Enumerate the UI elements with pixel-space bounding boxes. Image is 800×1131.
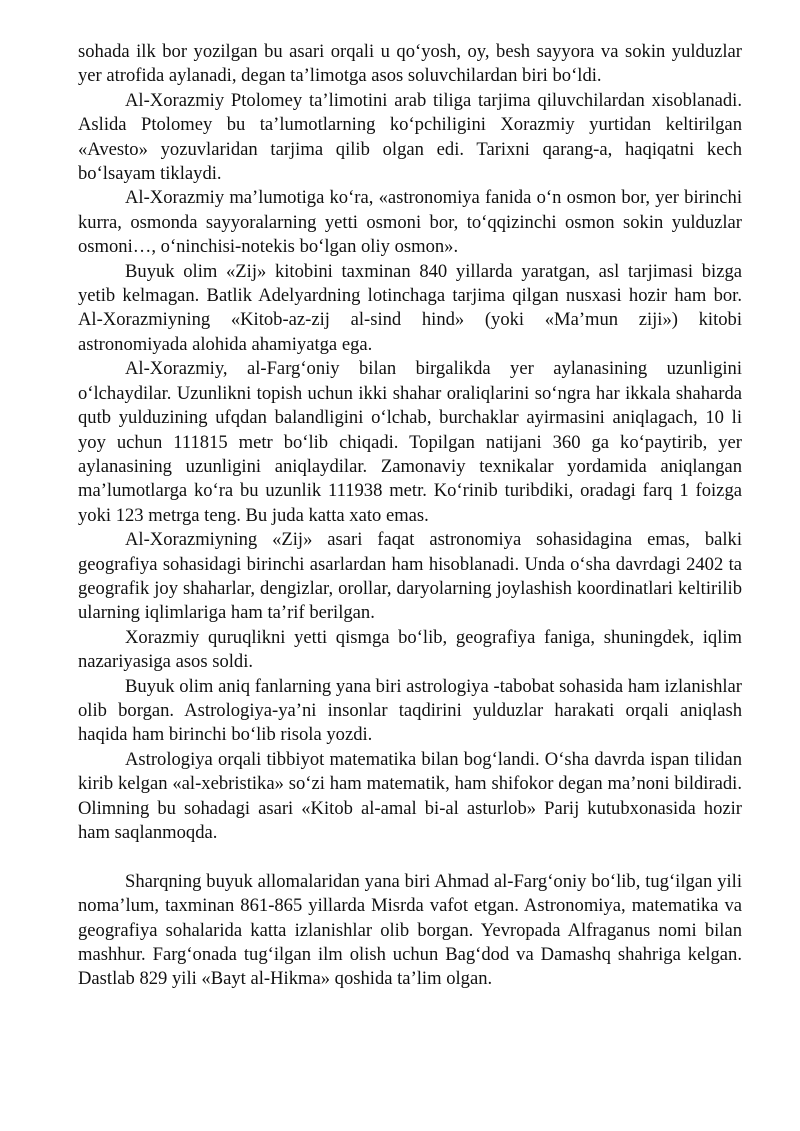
paragraph-ptolomey-translation: Al-Xorazmiy Ptolomey ta’limotini arab tiliga tarjima qiluvchilardan xisoblanadi. Aslida Ptolomey bu ta’lumotlarning ko‘pchiligini Xorazmiy yurtidan keltirilgan «Avesto» yozuvlaridan tarjima qilib olgan edi. Tarixni qarang-a, haqiqatni kech bo‘lsayam tiklaydi. [78, 89, 742, 185]
paragraph-earth-circumference: Al-Xorazmiy, al-Farg‘oniy bilan birgalikda yer aylanasining uzunligini o‘lchaydilar. Uzunlikni topish uchun ikki shahar oraliqlarini so‘ngra har ikkala shaharda qutb yulduzining ufqdan balandligini o‘lchab, burchaklar ayirmasini aniqlagach, 10 li yoy uchun 111815 metr bo‘lib chiqadi. Topilgan natijani 360 ga ko‘paytirib, yer aylanasining uzunligini aniqlaydilar. Zamonaviy texnikalar yordamida aniqlangan ma’lumotlarga ko‘ra bu uzunlik 111938 metr. Ko‘rinib turibdiki, oradagi farq 1 foizga yoki 123 metrga teng. Bu juda katta xato emas. [78, 358, 742, 526]
paragraph-seven-parts: Xorazmiy quruqlikni yetti qismga bo‘lib, geografiya faniga, shuningdek, iqlim nazariyasiga asos soldi. [78, 626, 742, 673]
paragraph-ten-heavens: Al-Xorazmiy ma’lumotiga ko‘ra, «astronomiya fanida o‘n osmon bor, yer birinchi kurra, osmonda sayyoralarning yetti osmoni bor, to‘qqizinchi osmon sokin yulduzlar osmoni…, o‘ninchisi-notekis bo‘lgan oliy osmon». [78, 187, 742, 258]
paragraph-astrology: Buyuk olim aniq fanlarning yana biri astrologiya -tabobat sohasida ham izlanishlar olib borgan. Astrologiya-ya’ni insonlar taqdirini yulduzlar harakati orqali aniqlash haqida ham birinchi bo‘lib risola yozdi. [78, 675, 742, 746]
paragraph-medicine: Astrologiya orqali tibbiyot matematika bilan bog‘landi. O‘sha davrda ispan tilidan kirib kelgan «al-xebristika» so‘zi ham matematik, ham shifokor degan ma’noni bildiradi. Olimning bu sohadagi asari «Kitob al-amal bi-al asturlob» Parij kutubxonasida hozir ham saqlanmoqda. [78, 748, 742, 843]
paragraph-geography: Al-Xorazmiyning «Zij» asari faqat astronomiya sohasidagina emas, balki geografiya sohasidagi birinchi asarlardan ham hisoblanadi. Unda o‘sha davrdagi 2402 ta geografik joy shaharlar, dengizlar, orollar, daryolarning joylashish koordinatlari keltirilib ularning iqlimlariga ham ta’rif berilgan. [78, 529, 742, 624]
paragraph-gap [78, 845, 742, 869]
document-page [78, 40, 742, 992]
paragraph-continuation: sohada ilk bor yozilgan bu asari orqali u qo‘yosh, oy, besh sayyora va sokin yulduzlar yer atrofida aylanadi, degan ta’limotga asos soluvchilardan biri bo‘ldi. [78, 41, 742, 87]
paragraph-zij-book: Buyuk olim «Zij» kitobini taxminan 840 yillarda yaratgan, asl tarjimasi bizga yetib kelmagan. Batlik Adelyardning lotinchaga tarjima qilgan nusxasi hozir ham bor. Al-Xorazmiyning «Kitob-az-zij al-sind hind» (yoki «Ma’mun ziji») kitobi astronomiyada alohida ahamiyatga ega. [78, 260, 742, 355]
paragraph-al-fargoniy: Sharqning buyuk allomalaridan yana biri Ahmad al-Farg‘oniy bo‘lib, tug‘ilgan yili noma’lum, taxminan 861-865 yillarda Misrda vafot etgan. Astronomiya, matematika va geografiya sohalarida katta izlanishlar olib borgan. Yevropada Alfraganus nomi bilan mashhur. Farg‘onada tug‘ilgan ilm olish uchun Bag‘dod va Damashq shahriga kelgan. Dastlab 829 yili «Bayt al-Hikma» qoshida ta’lim olgan. [78, 870, 742, 990]
